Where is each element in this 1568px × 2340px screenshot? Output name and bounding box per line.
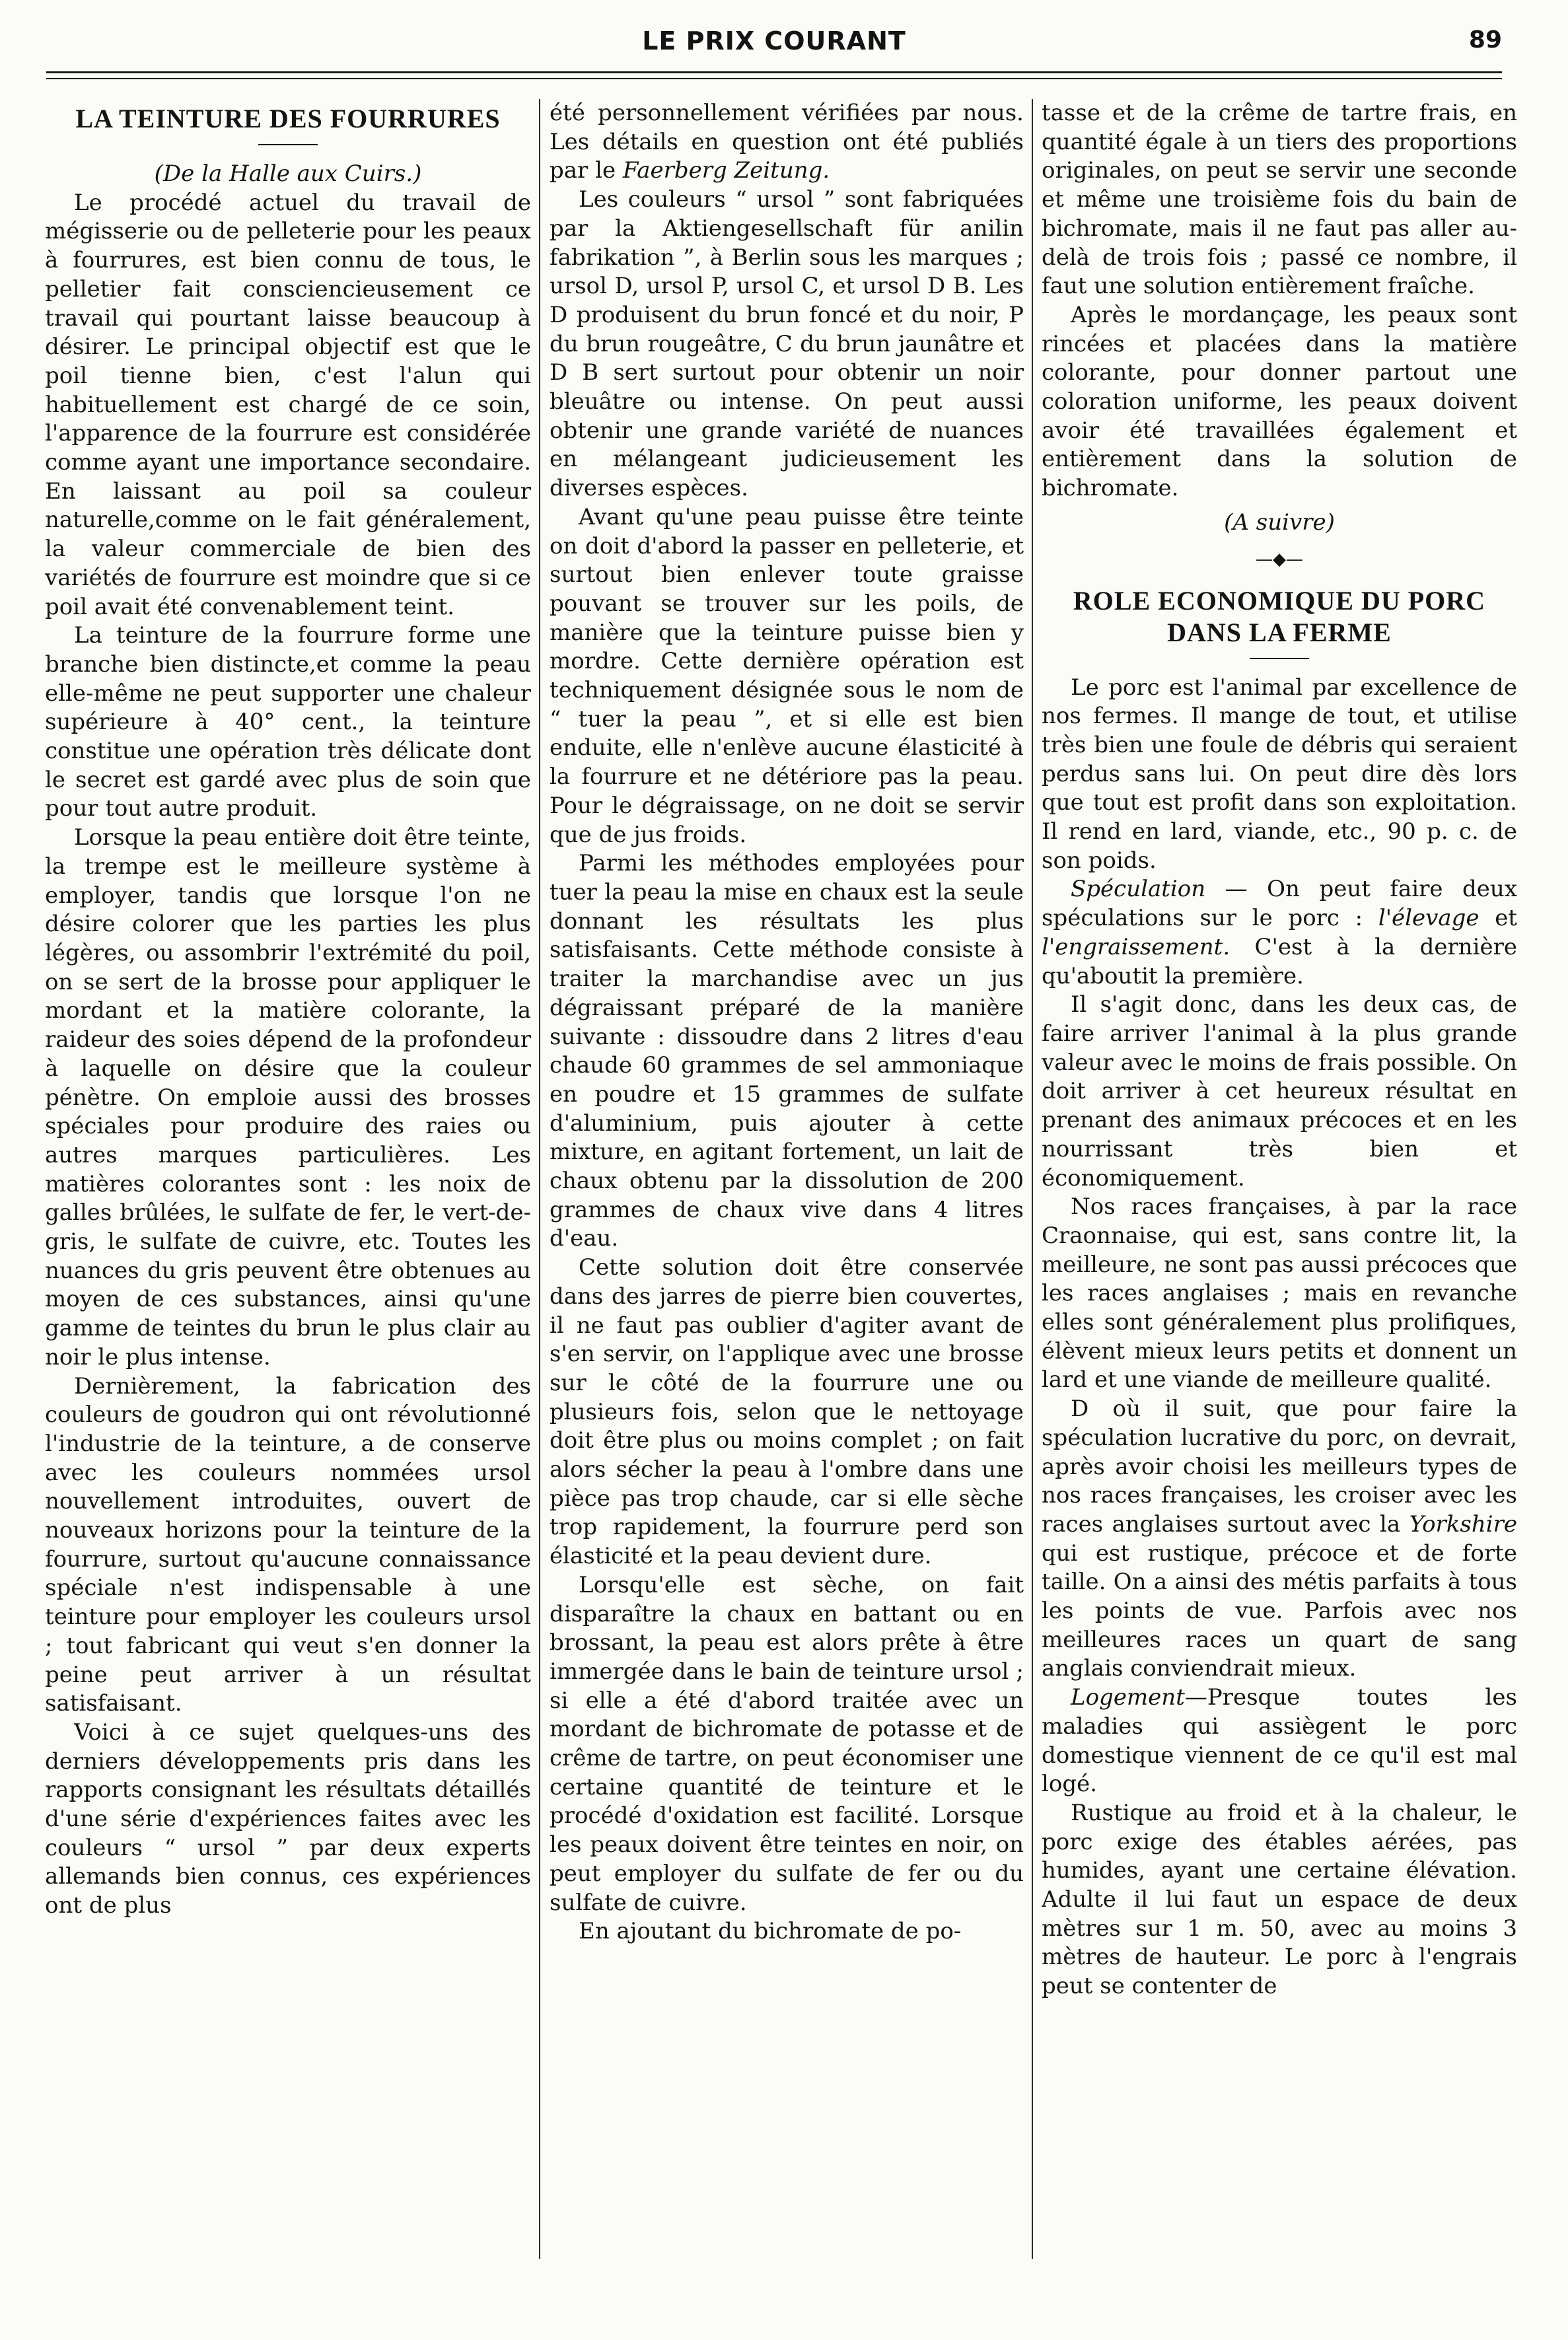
column-2 [550,99,1024,2298]
paragraph: Dernièrement, la fabrication des couleurs de goudron qui ont révolutionné l'industrie de la teinture, a de conserve avec les couleurs nommées ursol nouvellement introduites, ouvert de nouveaux horizons pour la teinture de la fourrure, surtout qu'aucune connaissance spéciale n'est indispensable à une teinture pour employer les couleurs ursol ; tout fabricant qui veut s'en donner la peine peut arriver à un résultat satisfaisant. [45,1372,531,1717]
paragraph-text: —Presque toutes les maladies qui assiègent le porc domestique viennent de ce qu'il est mal logé. [1042,1684,1517,1798]
journal-title: LE PRIX COURANT [642,26,906,55]
paragraph-text: été personnellement vérifiées par nous. Les détails en question ont été publiés par le [550,100,1024,184]
page-number: 89 [1468,26,1502,53]
paragraph: Cette solution doit être conservée dans des jarres de pierre bien couvertes, il ne faut pas oublier d'agiter avant de s'en servir, on l'applique avec une brosse sur le côté de la fourrure une ou plusieurs fois, selon que le nettoyage doit être plus ou moins complet ; on fait alors sécher la peau à l'ombre dans une pièce pas trop chaude, car si elle sèche trop rapidement, la fourrure perd son élasticité et la peau devient dure. [550,1254,1024,1570]
page-header [46,26,1502,61]
section-label: Spéculation [1071,876,1206,903]
title-rule [258,144,318,145]
article-source: (De la Halle aux Cuirs.) [154,160,422,187]
column-divider [539,99,540,2259]
paragraph: Rustique au froid et à la chaleur, le porc exige des étables aérées, pas humides, ayant une certaine élévation. Adulte il lui faut un espace de deux mètres sur 1 m. 50, avec au moins 3 mètres de hauteur. Le porc à l'engrais peut se contenter de [1042,1799,1517,2000]
paragraph: En ajoutant du bichromate de po- [579,1918,962,1945]
section-label: Logement [1071,1684,1185,1711]
column-1 [45,99,531,2298]
paragraph: Le procédé actuel du travail de mégisserie ou de pelleterie pour les peaux à fourrures, est bien connu de tous, le pelletier fait consciencieusement ce travail qui pourtant laisse beaucoup à désirer. Le principal objectif est que le poil tienne bien, c'est l'alun qui habituellement est chargé de ce soin, l'apparence de la fourrure est considérée comme ayant une importance secondaire. En laissant au poil sa couleur naturelle,comme on le fait généralement, la valeur commerciale de bien des variétés de fourrure est moindre que si ce poil avait été convenablement teint. [45,189,531,620]
journal-name: Faerberg Zeitung. [622,157,830,184]
paragraph: Lorsque la peau entière doit être teinte, la trempe est le meilleure système à employer, tandis que lorsque l'on ne désire colorer que les parties les plus légères, ou assombrir l'extrémité du poil, on se sert de la brosse pour appliquer le mordant et la matière colorante, la raideur des soies dépend de la profondeur à laquelle on désire que la couleur pénètre. On emploie aussi des brosses spéciales pour produire des raies ou autres marques particulières. Les matières colorantes sont : les noix de galles brûlées, le sulfate de fer, le vert-de-gris, le sulfate de cuivre, etc. Toutes les nuances du gris peuvent être obtenues au moyen de ces substances, ainsi qu'une gamme de teintes du brun le plus clair au noir le plus intense. [45,824,531,1370]
paragraph-speculation [1042,875,1517,991]
paragraph-logement [1042,1684,1517,1799]
italic-term: l'engraissement. [1042,933,1230,960]
paragraph-text: D où il suit, que pour faire la spéculation lucrative du porc, on devrait, après avoir choisi les meilleurs types de nos races françaises, les croiser avec les races anglaises surtout avec la [1042,1396,1517,1538]
italic-term: Yorkshire [1409,1510,1517,1538]
article-title: LA TEINTURE DES FOURRURES [75,104,501,133]
paragraph: Voici à ce sujet quelques-uns des derniers développements pris dans les rapports consignant les résultats détaillés d'une série d'expériences faites avec les couleurs “ ursol ” par deux experts allemands bien connus, ces expériences ont de plus [45,1719,531,1919]
title-rule [1250,658,1309,659]
paragraph-text: et [1479,905,1517,932]
paragraph: Nos races françaises, à par la race Craonnaise, qui est, sans contre lit, la meilleure, ne sont pas aussi précoces que les races anglaises ; mais en revanche elles sont généralement plus prolifiques, élèvent mieux leurs petits et donnent un lard et une viande de meilleure qualité. [1042,1193,1517,1394]
header-rule [46,71,1502,73]
paragraph: La teinture de la fourrure forme une branche bien distincte,et comme la peau elle-même ne peut supporter une chaleur supérieure à 40° cent., la teinture constitue une opération très délicate dont le secret est gardé avec plus de soin que pour tout autre produit. [45,622,531,822]
paragraph: Parmi les méthodes employées pour tuer la peau la mise en chaux est la seule donnant les résultats les plus satisfaisants. Cette méthode consiste à traiter la marchandise avec un jus dégraissant préparé de la manière suivante : dissoudre dans 2 litres d'eau chaude 60 grammes de sel ammoniaque en poudre et 15 grammes de sulfate d'aluminium, puis ajouter à cette mixture, en agitant fortement, un lait de chaux obtenu par la dissolution de 200 grammes de chaux vive dans 4 litres d'eau. [550,850,1024,1252]
paragraph-yorkshire [1042,1395,1517,1684]
paragraph-text: C'est à la dernière qu'aboutit la première. [1042,933,1517,989]
article-title [1042,585,1517,649]
column-divider [1032,99,1033,2259]
column-3 [1042,99,1517,2298]
article-title-line: ROLE ECONOMIQUE DU PORC [1073,585,1486,616]
paragraph: Le porc est l'animal par excellence de nos fermes. Il mange de tout, et utilise très bien une foule de débris qui seraient perdus sans lui. On peut dire dès lors que tout est profit dans son exploitation. Il rend en lard, viande, etc., 90 p. c. de son poids. [1042,674,1517,874]
ornament-separator: —◆— [1256,549,1303,569]
paragraph: Il s'agit donc, dans les deux cas, de faire arriver l'animal à la plus grande valeur avec le moins de frais possible. On doit arriver à cet heureux résultat en prenant des animaux précoces et en les nourrissant très bien et économiquement. [1042,991,1517,1191]
paragraph: Les couleurs “ ursol ” sont fabriquées par la Aktiengesellschaft für anilin fabrikation ”, à Berlin sous les marques ; ursol D, ursol P, ursol C, et ursol D B. Les D produisent du brun foncé et du noir, P du brun rougeâtre, C du brun jaunâtre et D B sert surtout pour obtenir un noir bleuâtre ou intense. On peut aussi obtenir une grande variété de nuances en mélangeant judicieusement les diverses espèces. [550,186,1024,502]
paragraph: Avant qu'une peau puisse être teinte on doit d'abord la passer en pelleterie, et surtout bien enlever toute graisse pouvant se trouver sur les poils, de manière que la teinture puisse bien y mordre. Cette dernière opération est techniquement désignée sous le nom de “ tuer la peau ”, et si elle est bien enduite, elle n'enlève aucune élasticité à la fourrure et ne détériore pas la peau. Pour le dégraissage, on ne doit se servir que de jus froids. [550,503,1024,848]
paragraph-continued [550,99,1024,186]
paragraph-text: — On peut faire deux spéculations sur le porc : [1042,876,1517,932]
paragraph: Après le mordançage, les peaux sont rincées et placées dans la matière colorante, pour donner partout une coloration uniforme, les peaux doivent avoir été travaillées également et entièrement dans la solution de bichromate. [1042,301,1517,502]
italic-term: l'élevage [1378,905,1479,932]
paragraph-continued: tasse et de la crême de tartre frais, en quantité égale à un tiers des proportions originales, on peut se servir une seconde et même une troisième fois du bain de bichromate, mais il ne faut pas aller au-delà de trois fois ; passé ce nombre, il faut une solution entièrement fraîche. [1042,100,1517,300]
header-rule-secondary [46,78,1502,79]
to-be-continued: (A suivre) [1224,509,1335,536]
article-title-line: DANS LA FERME [1167,617,1392,647]
paragraph: Lorsqu'elle est sèche, on fait disparaître la chaux en battant ou en brossant, la peau est alors prête à être immergée dans le bain de teinture ursol ; si elle a été d'abord traitée avec un mordant de bichromate de potasse et de crême de tartre, on peut économiser une certaine quantité de teinture et le procédé d'oxidation est facilité. Lorsque les peaux doivent être teintes en noir, on peut employer du sulfate de fer ou du sulfate de cuivre. [550,1571,1024,1916]
paragraph-text: qui est rustique, précoce et de forte taille. On a ainsi des métis parfaits à tous les points de vue. Parfois avec nos meilleures races un quart de sang anglais conviendrait mieux. [1042,1540,1517,1682]
